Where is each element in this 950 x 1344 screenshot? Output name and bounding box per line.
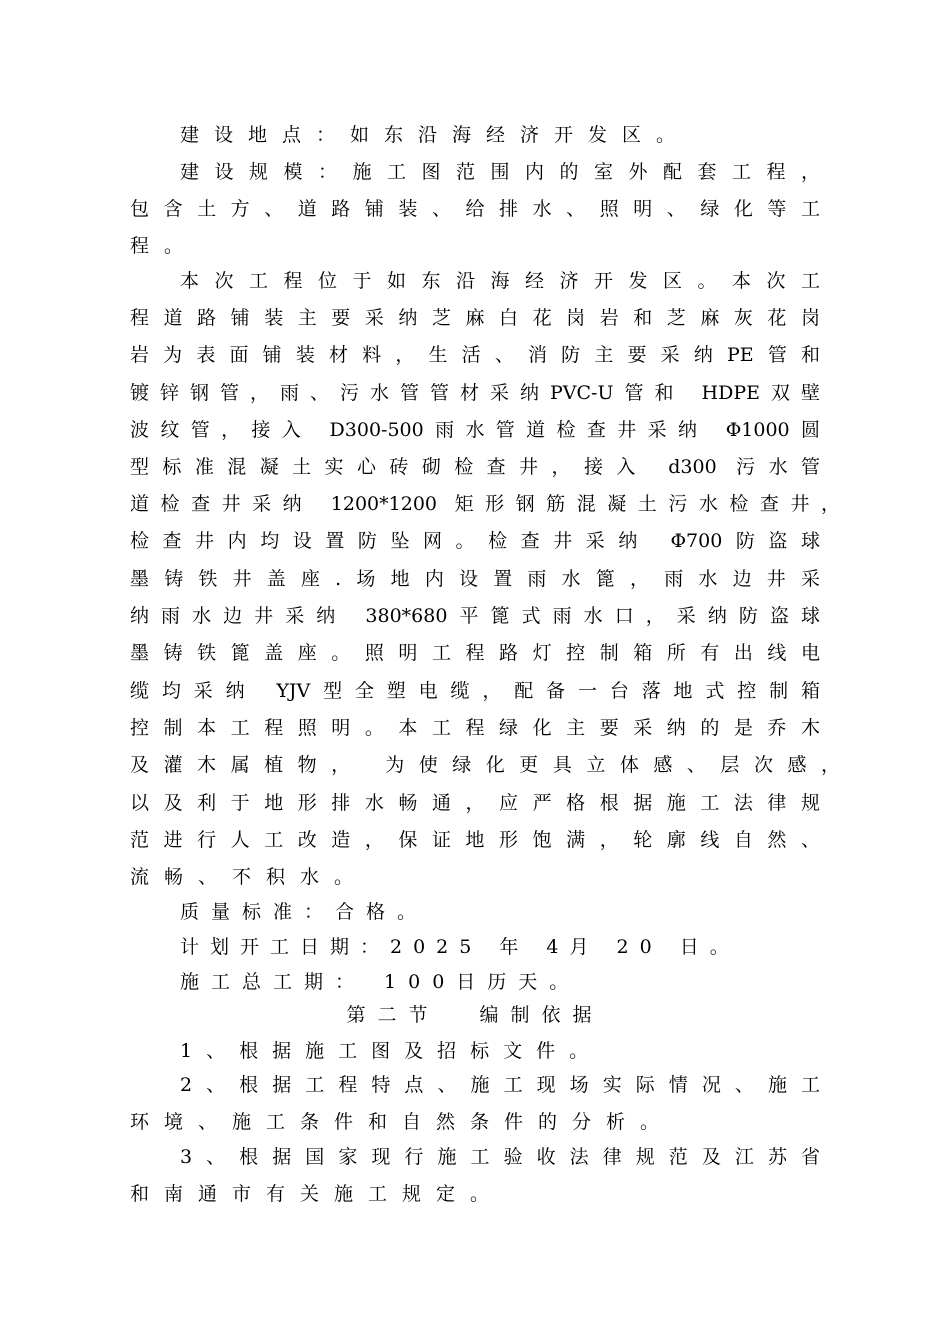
scale-line-2: 包含土方、道路铺装、给排水、照明、绿化等工 [130,198,820,220]
body-line: 以及利于地形排水畅通，应严格根据施工法律规 [130,792,820,814]
section-heading [0,1002,950,1028]
body-line: 岩为表面铺装材料，生活、消防主要采纳PE管和 [130,344,820,366]
basis-item-3-cont: 和南通市有关施工规定。 [130,1183,505,1205]
body-line: 流畅、不积水。 [130,866,369,888]
section-number: 第二节 [346,1004,440,1026]
body-line: 纳雨水边井采纳 380*680平篦式雨水口，采纳防盗球 [130,605,820,627]
body-line: 道检查井采纳 1200*1200 矩形钢筋混凝土污水检查井， [130,493,840,515]
basis-item-2-cont: 环境、施工条件和自然条件的分析。 [130,1111,675,1133]
body-line: 及灌木属植物， 为使绿化更具立体感、层次感， [130,754,840,776]
body-line: 控制本工程照明。本工程绿化主要采纳的是乔木 [130,717,820,739]
construction-period: 施工总工期： 100日历天。 [180,971,581,993]
section-title: 编制依据 [479,1004,604,1026]
body-line: 墨铸铁篦盖座。照明工程路灯控制箱所有出线电 [130,642,820,664]
body-line: 镀锌钢管，雨、污水管管材采纳PVC-U管和 HDPE双壁 [130,382,820,404]
scale-line-1: 建设规模：施工图范围内的室外配套工程， [180,161,820,183]
body-line: 缆均采纳 YJV型全塑电缆，配备一台落地式控制箱 [130,680,820,702]
body-line: 波纹管，接入 D300-500雨水管道检查井采纳 Φ1000圆 [130,419,820,441]
basis-item-1: 1、根据施工图及招标文件。 [180,1040,603,1062]
scale-line-3: 程。 [130,235,199,257]
body-line: 型标准混凝土实心砖砌检查井，接入 d300 污水管 [130,456,820,478]
planned-start-date: 计划开工日期：2025 年 4月 20 日。 [180,936,740,958]
body-line: 墨铸铁井盖座.场地内设置雨水篦，雨水边井采 [130,568,820,590]
site-location: 建设地点：如东沿海经济开发区。 [180,124,691,146]
body-line: 程道路铺装主要采纳芝麻白花岗岩和芝麻灰花岗 [130,307,820,329]
body-line: 本次工程位于如东沿海经济开发区。本次工 [180,270,820,292]
basis-item-3: 3、根据国家现行施工验收法律规范及江苏省 [180,1146,820,1168]
basis-item-2: 2、根据工程特点、施工现场实际情况、施工 [180,1074,820,1096]
body-line: 范进行人工改造，保证地形饱满，轮廓线自然、 [130,829,820,851]
body-line: 检查井内均设置防坠网。检查井采纳 Φ700防盗球 [130,530,820,552]
quality-standard: 质量标准：合格。 [180,901,429,923]
